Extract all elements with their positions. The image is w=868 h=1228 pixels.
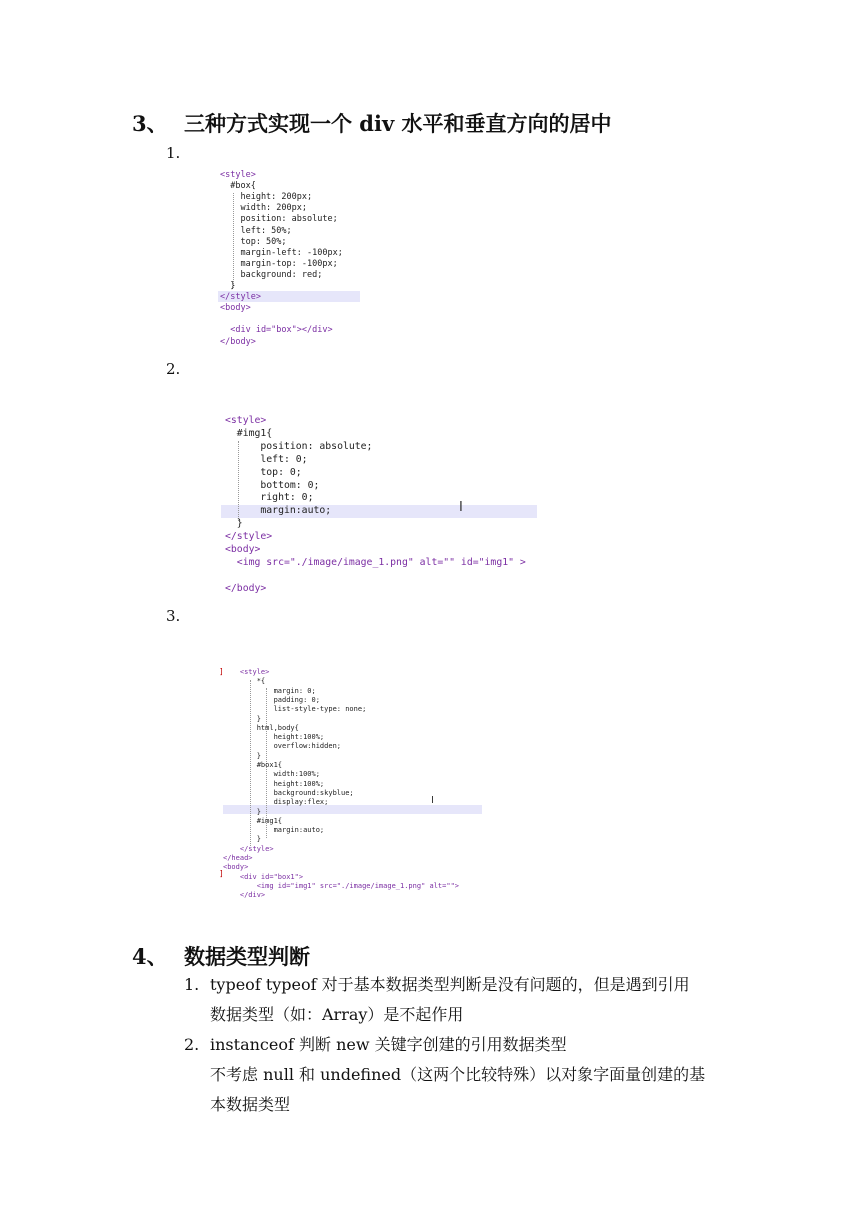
code-line: <body> [220, 303, 251, 314]
code-line: #box{ [220, 181, 256, 192]
code-line: } [223, 751, 261, 760]
section-3-title: 三种方式实现一个 div 水平和垂直方向的居中 [184, 111, 612, 136]
code-line: top: 50%; [220, 236, 287, 247]
code-line: left: 0; [225, 453, 308, 465]
list-item-number: 2. [184, 1035, 200, 1054]
code-line: </body> [220, 336, 256, 347]
code-line: background:skyblue; [223, 788, 354, 797]
fold-marker-icon: ] [219, 667, 224, 676]
code-line: </head> [223, 854, 253, 862]
code-line: </div> [223, 891, 266, 900]
code-line: </style> [220, 292, 261, 303]
code-line: height:100%; [223, 733, 325, 742]
section-4-heading [132, 941, 310, 971]
code-line: display:flex; [223, 798, 329, 807]
method-1-label: 1. [166, 144, 181, 162]
code-line: margin:auto; [223, 826, 325, 835]
list-item-text: 不考虑 null 和 undefined（这两个比较特殊）以对象字面量创建的基 [210, 1065, 706, 1084]
code-line: #box1{ [223, 761, 283, 769]
code-line: } [223, 807, 261, 816]
section-4-title: 数据类型判断 [184, 944, 310, 969]
list-item-text: 数据类型（如：Array）是不起作用 [210, 1005, 464, 1024]
code-line: top: 0; [225, 466, 302, 478]
code-line: <style> [220, 170, 256, 180]
code-line: </style> [223, 844, 274, 853]
fold-marker-icon: ] [219, 869, 224, 878]
list-item-text: instanceof 判断 new 关键字创建的引用数据类型 [210, 1035, 567, 1054]
list-item-text: typeof typeof 对于基本数据类型判断是没有问题的，但是遇到引用 [210, 975, 690, 994]
section-4-number: 4、 [132, 944, 168, 969]
code-line: </style> [225, 531, 273, 543]
code-line: position: absolute; [225, 440, 373, 452]
code-line: background: red; [220, 269, 323, 280]
code-line: #img1{ [223, 816, 283, 825]
code-line: *{ [223, 677, 266, 686]
text-cursor-icon: I [459, 500, 463, 515]
code-line: left: 50%; [220, 225, 292, 236]
method-3-label: 3. [166, 607, 181, 625]
code-line: height:100%; [223, 779, 325, 788]
code-line: list-style-type: none; [223, 705, 367, 714]
code-line: position: absolute; [220, 214, 338, 225]
code-line: #img1{ [225, 427, 273, 439]
code-line: width:100%; [223, 770, 320, 779]
section-3-number: 3、 [132, 111, 168, 136]
code-line: right: 0; [225, 492, 314, 504]
code-line: overflow:hidden; [223, 742, 342, 751]
code-line: <img id="img1" src="./image/image_1.png" alt=""> [223, 881, 460, 890]
code-line: <div id="box"></div> [220, 325, 333, 336]
code-line: margin-left: -100px; [220, 247, 343, 258]
code-line: margin:auto; [225, 505, 332, 517]
code-line: <body> [225, 544, 261, 555]
code-line: height: 200px; [220, 192, 313, 203]
code-line: html,body{ [223, 723, 299, 732]
code-line: } [225, 518, 243, 530]
code-line: <style> [223, 668, 270, 676]
code-line: margin-top: -100px; [220, 258, 338, 269]
code-line: bottom: 0; [225, 479, 320, 491]
text-cursor-icon: I [431, 795, 434, 806]
code-line: } [223, 714, 261, 723]
code-line: <img src="./image/image_1.png" alt="" id="img1" > [225, 556, 526, 568]
code-line: margin: 0; [223, 686, 316, 695]
code-line: width: 200px; [220, 203, 307, 214]
code-line: <style> [225, 415, 267, 426]
code-line: <div id="box1"> [223, 872, 304, 881]
list-item [184, 1030, 705, 1120]
list-item-text: 本数据类型 [210, 1095, 291, 1114]
list-item [184, 970, 690, 1030]
code-line: } [220, 281, 236, 291]
section-3-heading [132, 108, 611, 138]
code-line: <body> [223, 863, 249, 872]
code-line: </body> [225, 582, 267, 594]
list-item-number: 1. [184, 975, 200, 994]
code-line: } [223, 835, 261, 844]
method-2-label: 2. [166, 360, 181, 378]
code-line: padding: 0; [223, 695, 320, 704]
code-highlight-line [223, 805, 482, 814]
